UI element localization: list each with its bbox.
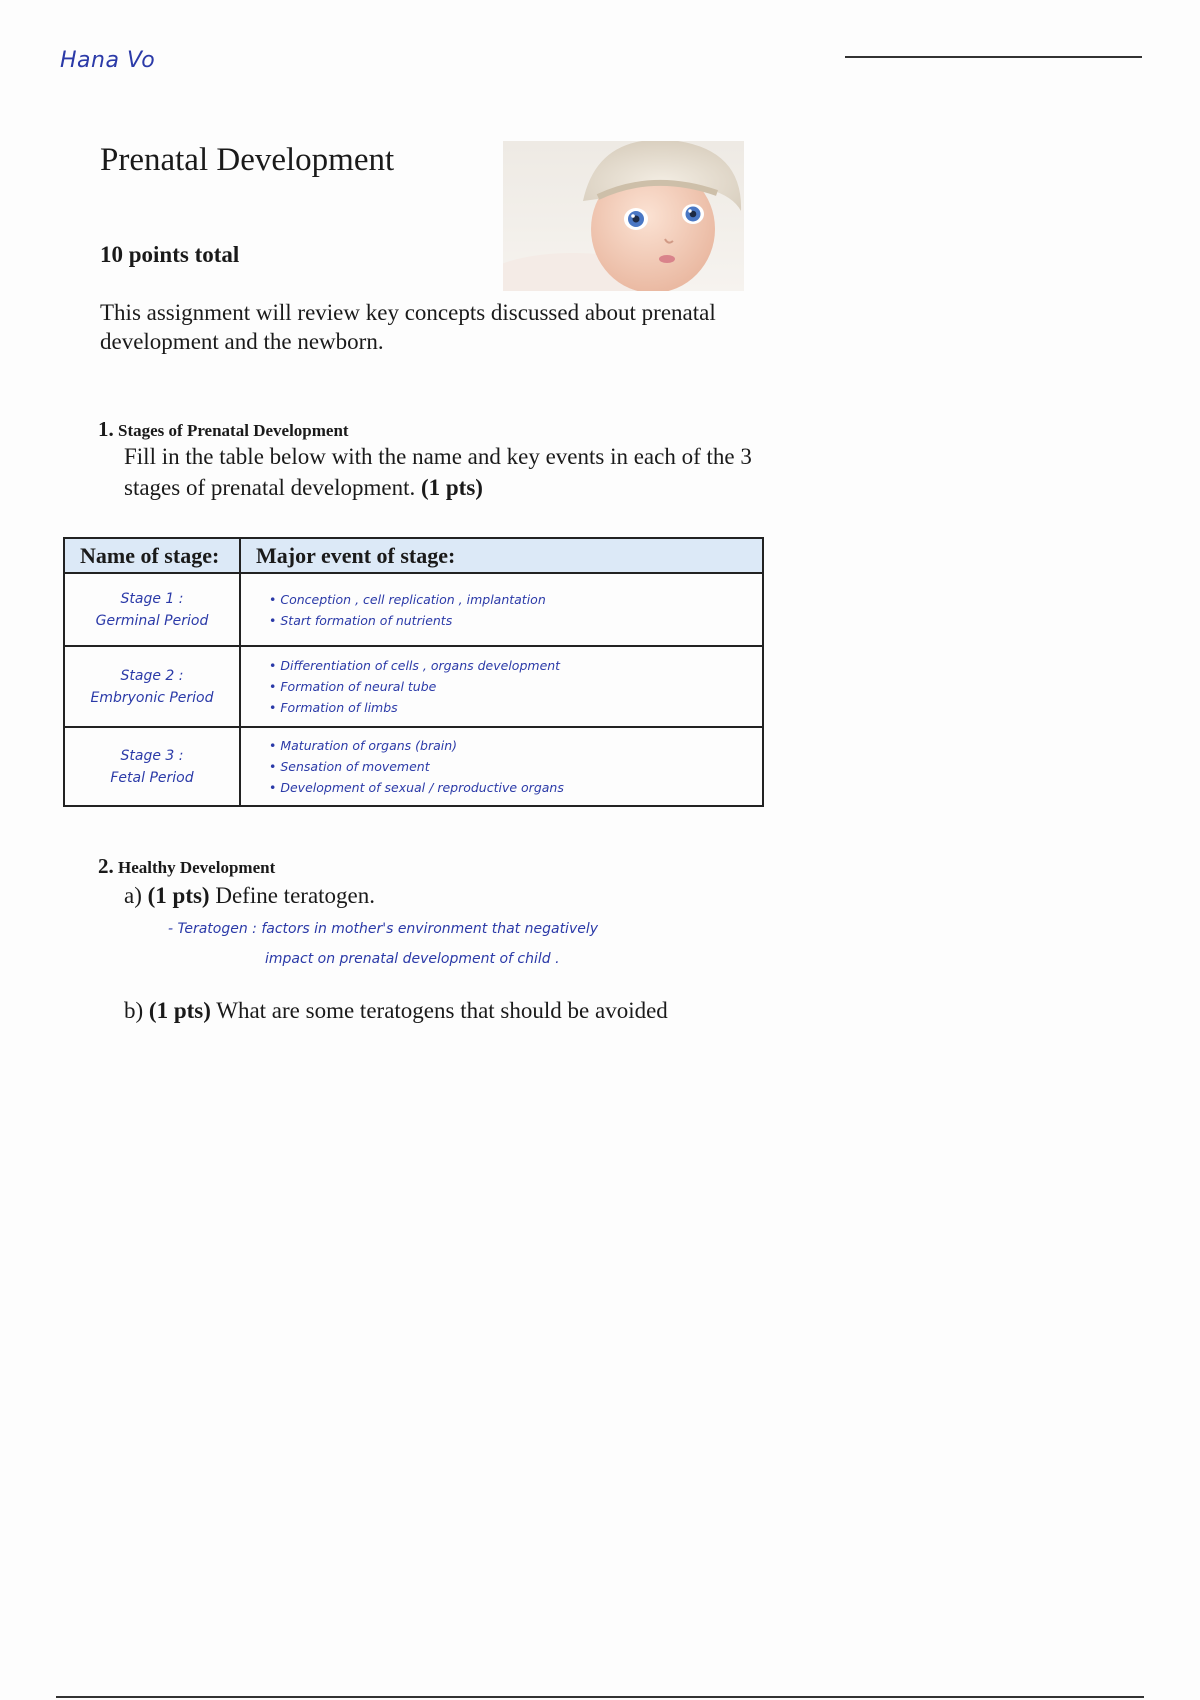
baby-photo [503,141,744,291]
stage-name-cell [64,727,240,806]
intro-text: This assignment will review key concepts discussed about prenatal development and the newborn. [100,300,716,354]
question-1-number: 1. [98,417,114,441]
question-2-heading [98,854,275,879]
question-2a-prompt [124,880,764,911]
question-2b-prompt [124,995,824,1026]
event-item: • Start formation of nutrients [269,610,762,631]
table-row [64,573,763,646]
stage-name: Germinal Period [95,612,209,629]
stage-events-cell [240,727,763,806]
stage-name-cell [64,646,240,727]
event-item: • Sensation of movement [269,756,762,777]
question-2b-text: What are some teratogens that should be avoided [216,998,668,1023]
question-2-title: Healthy Development [118,858,276,877]
event-item: • Differentiation of cells , organs development [269,655,762,676]
stage-number: Stage 3 : [120,747,184,764]
question-1-title: Stages of Prenatal Development [118,421,349,440]
answer-2a-line-1: - Teratogen : factors in mother's environment that negatively [168,921,599,937]
question-2a-points: (1 pts) [147,883,210,908]
stages-table [63,537,764,807]
table-row [64,646,763,727]
stage-name: Fetal Period [110,769,194,786]
stage-events-cell [240,646,763,727]
table-header-row [64,538,763,573]
event-item: • Conception , cell replication , implantation [269,589,762,610]
stage-number: Stage 2 : [120,667,184,684]
question-2b-label: b) [124,998,144,1023]
question-1-prompt [124,441,764,503]
name-line [845,56,1142,58]
column-header-stage-name: Name of stage: [64,538,240,573]
student-name: Hana Vo [60,48,156,73]
column-header-major-event: Major event of stage: [240,538,763,573]
event-item: • Formation of limbs [269,697,762,718]
question-2b-points: (1 pts) [148,998,211,1023]
question-1-heading [98,417,349,442]
question-2a-label: a) [124,883,142,908]
question-1-points: (1 pts) [420,475,483,500]
stage-number: Stage 1 : [120,590,184,607]
question-2a-text: Define teratogen. [215,883,376,908]
stage-name-cell [64,573,240,646]
page-title: Prenatal Development [100,142,395,178]
stage-name: Embryonic Period [90,689,214,706]
event-item: • Formation of neural tube [269,676,762,697]
event-item: • Maturation of organs (brain) [269,735,762,756]
points-total: 10 points total [100,242,240,267]
table-row [64,727,763,806]
event-item: • Development of sexual / reproductive organs [269,777,762,798]
question-1-text: Fill in the table below with the name and key events in each of the 3 stages of prenatal development. [124,444,752,500]
answer-2a-line-2: impact on prenatal development of child . [265,951,560,967]
footer-line [56,1696,1144,1698]
question-2-number: 2. [98,854,114,878]
stage-events-cell [240,573,763,646]
